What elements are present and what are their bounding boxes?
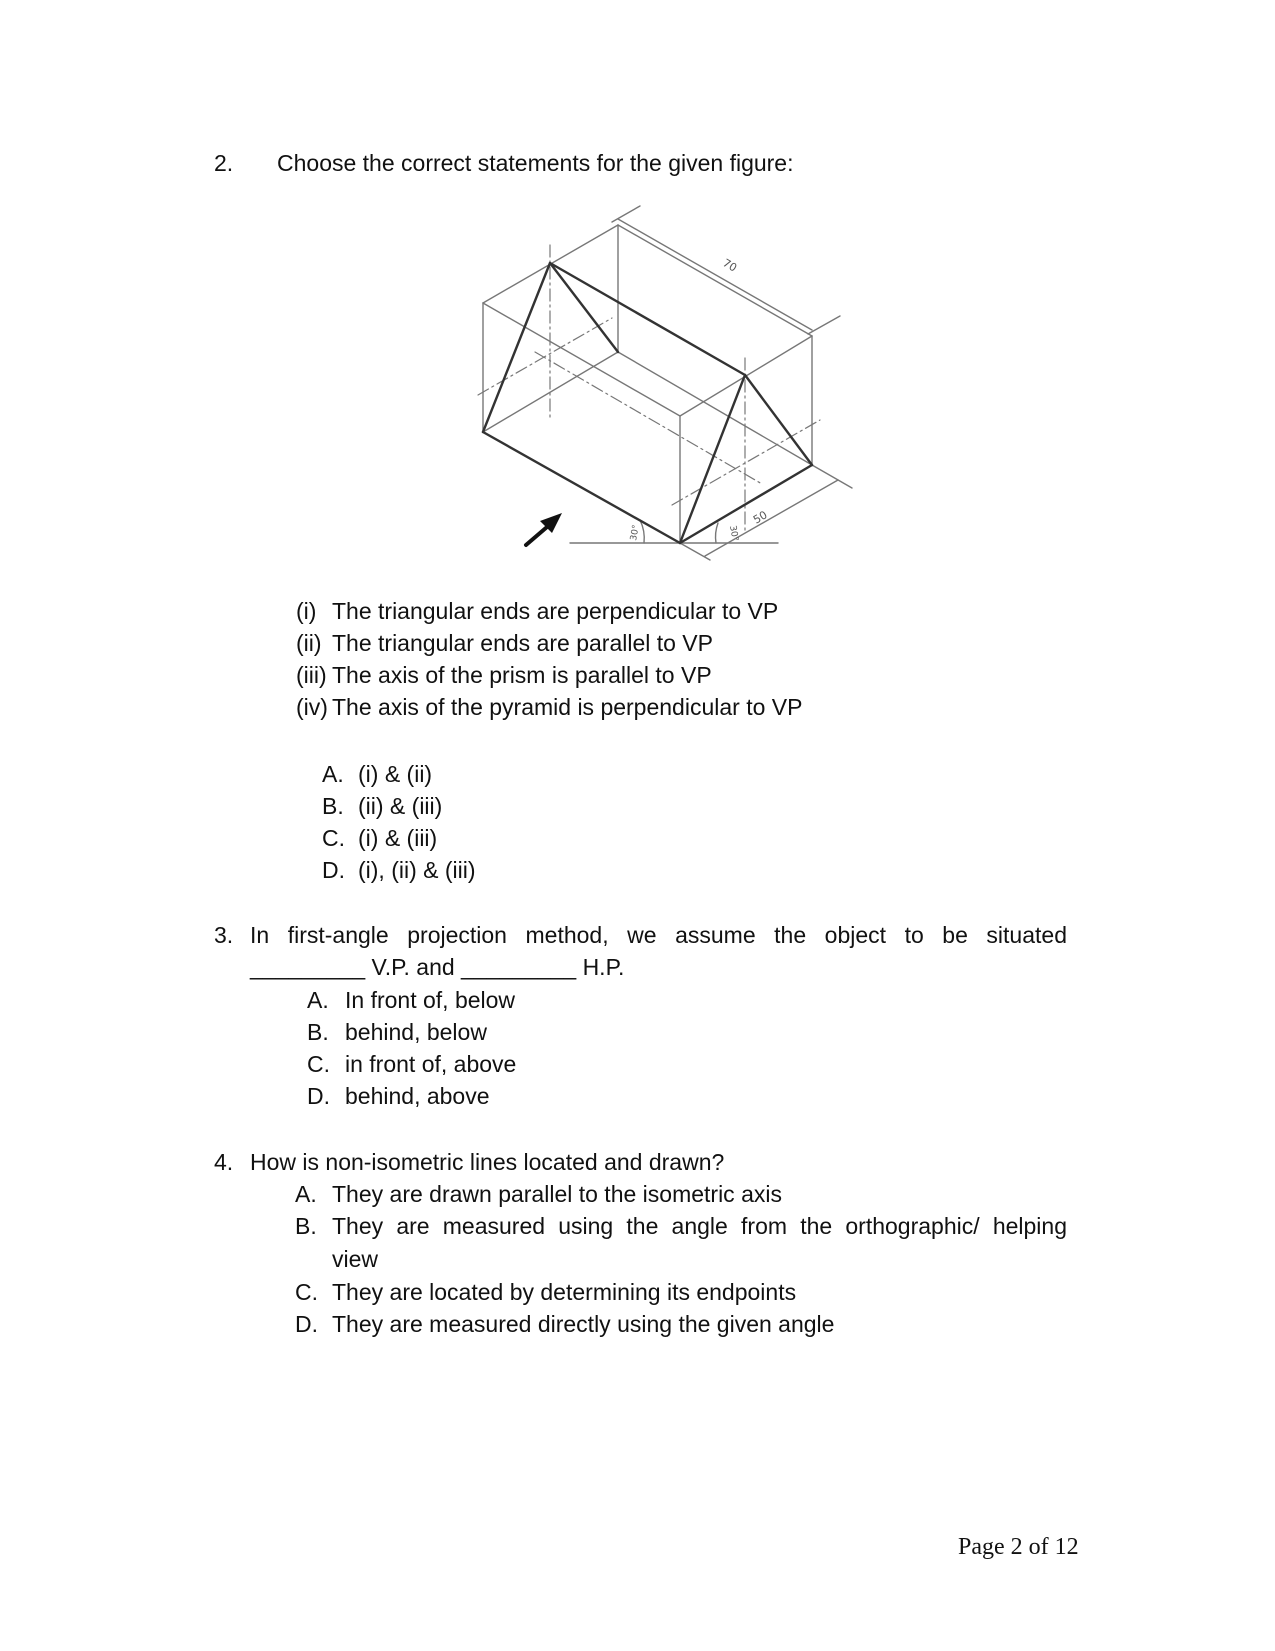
dimension-70-label: 70: [720, 256, 740, 275]
option-letter: B.: [322, 793, 344, 819]
statement-text: The axis of the prism is parallel to VP: [332, 662, 712, 688]
question-3-line-1: In first-angle projection method, we assume the object to be situated: [250, 922, 1067, 948]
option-text: (i) & (ii): [358, 761, 433, 787]
statement-label: (ii): [296, 630, 322, 656]
option-letter: A.: [322, 761, 344, 787]
page-number: Page 2 of 12: [958, 1534, 1079, 1560]
angle-left-label: 30°: [629, 524, 642, 542]
prism-isometric-figure: [440, 200, 860, 570]
option-letter: A.: [295, 1181, 317, 1207]
option-text: behind, below: [345, 1019, 487, 1045]
option-text: (i), (ii) & (iii): [358, 857, 476, 883]
option-text: behind, above: [345, 1083, 490, 1109]
option-text: (ii) & (iii): [358, 793, 443, 819]
question-4-text: How is non-isometric lines located and drawn?: [250, 1149, 725, 1175]
option-letter: C.: [307, 1051, 330, 1077]
statement-text: The triangular ends are parallel to VP: [332, 630, 713, 656]
option-letter: C.: [295, 1279, 318, 1305]
angle-right-label: 30°: [727, 524, 740, 543]
option-text: (i) & (iii): [358, 825, 438, 851]
option-letter: B.: [307, 1019, 329, 1045]
statement-label: (i): [296, 598, 317, 624]
statement-label: (iv): [296, 694, 328, 720]
option-letter: D.: [307, 1083, 330, 1109]
statement-label: (iii): [296, 662, 327, 688]
statement-text: The triangular ends are perpendicular to VP: [332, 598, 779, 624]
question-3-number: 3.: [214, 922, 234, 948]
option-text: They are drawn parallel to the isometric axis: [332, 1181, 782, 1207]
dimension-50-label: 50: [751, 508, 770, 527]
option-text: They are measured using the angle from the orthographic/ helping: [332, 1213, 1067, 1239]
question-2-text: Choose the correct statements for the given figure:: [277, 150, 794, 176]
option-text-continued: view: [332, 1246, 379, 1272]
option-letter: A.: [307, 987, 329, 1013]
option-text: In front of, below: [345, 987, 516, 1013]
option-text: They are measured directly using the given angle: [332, 1311, 835, 1337]
option-letter: D.: [295, 1311, 318, 1337]
option-text: in front of, above: [345, 1051, 517, 1077]
option-letter: B.: [295, 1213, 317, 1239]
question-3-line-2: _________ V.P. and _________ H.P.: [250, 954, 625, 980]
option-letter: C.: [322, 825, 345, 851]
option-text: They are located by determining its endpoints: [332, 1279, 797, 1305]
option-letter: D.: [322, 857, 345, 883]
question-2-number: 2.: [214, 150, 234, 176]
statement-text: The axis of the pyramid is perpendicular to VP: [332, 694, 803, 720]
question-4-number: 4.: [214, 1149, 234, 1175]
